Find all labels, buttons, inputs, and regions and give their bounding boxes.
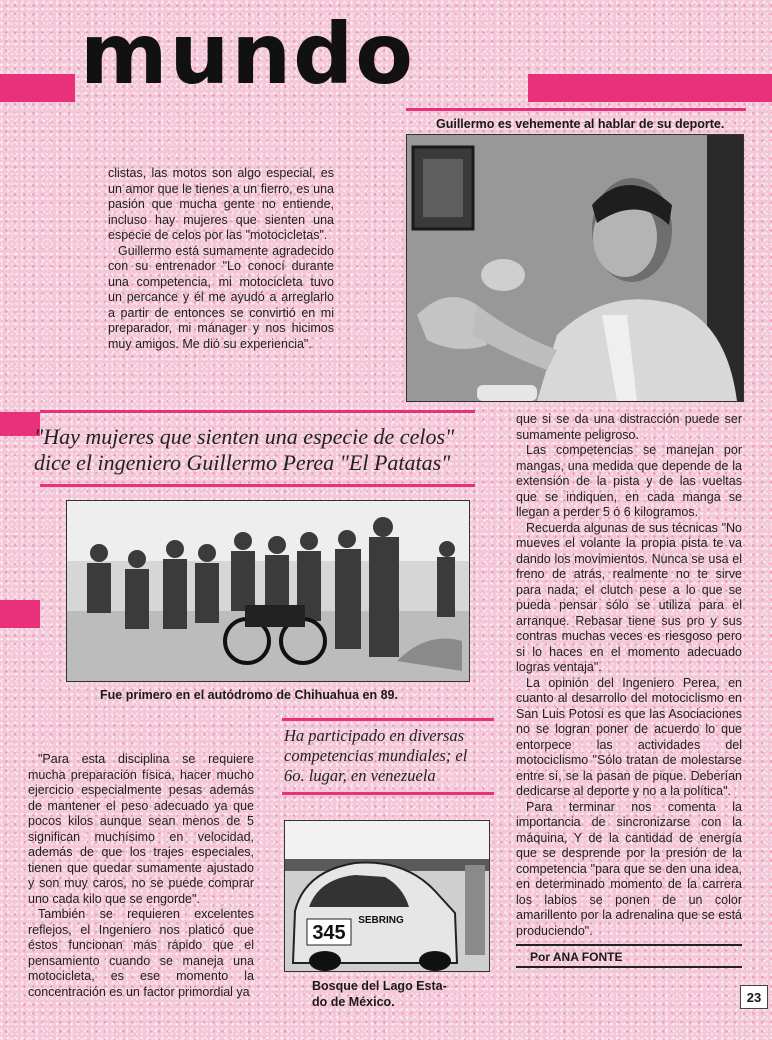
pull-quote-1-line-2: dice el ingeniero Guillermo Perea "El Patatas" <box>34 450 451 475</box>
pull-quote-1-line-1: "Hay mujeres que sienten una especie de celos" <box>34 424 455 449</box>
col2-para-4: La opinión del Ingeniero Perea, en cuanto al desarrollo del motociclismo en San Luis Potosí es que las Asociaciones no se logran poner de acuerdo lo que entorpece las actividades del motociclismo "Sólo tratan de molestarse entre sí, se la pasan de pique. Deberían dedicarse al deporte y no a la política". <box>516 675 742 798</box>
pull-quote-2-line-1: Ha participado en diversas <box>284 726 465 745</box>
photo-group-chihuahua <box>66 500 470 682</box>
caption1-underline <box>406 108 746 111</box>
pull-quote-2-line-3: 6o. lugar, en venezuela <box>284 766 436 785</box>
car-sponsor: SEBRING <box>358 915 404 926</box>
col1-bottom-para-1: "Para esta disciplina se requiere mucha preparación física, hacer mucho ejercicio especialmente pesas además de mantener el peso adecuado ya que pocos kilos aunque sean menos de 5 significan muchísimo en velocidad, además de que los trajes especiales, tienen que quedar sumamente ajustado y son muy caros, no se puede comprar uno cada kilo que se engorde". <box>28 752 254 906</box>
pullquote1-top-line <box>40 410 475 413</box>
col1-top-para-2: Guillermo está sumamente agradecido con su entrenador "Lo conocí durante una competencia, mi motocicleta tuvo un percance y él me ayudó a arreglarlo a partir de entonces se convirtió en mi preparador, mi mánager y nos hicimos muy amigos. Me dió su experiencia". <box>108 243 334 351</box>
photo3-caption-line-1: Bosque del Lago Esta- <box>312 979 447 993</box>
photo-guillermo-portrait <box>406 134 744 402</box>
pull-quote-2-line-2: competencias mundiales; el <box>284 746 468 765</box>
left-edge-bar-2 <box>0 600 40 628</box>
col1-top-para-1: clistas, las motos son algo especial, es un amor que le tienes a un fierro, es una pasión que mucha gente no entiende, incluso hay mujeres que sienten una especie de celos por las "motocicletas". <box>108 166 334 242</box>
page-number: 23 <box>740 985 768 1009</box>
pull-quote-2 <box>284 726 514 786</box>
col2-text <box>516 412 742 939</box>
photo-race-car <box>284 820 490 972</box>
col1-bottom-text <box>28 752 254 1000</box>
col2-para-2: Las competencias se manejan por mangas, una medida que depende de la extensión de la pista y de las vueltas que se indiquen, en cada manga se llegan a perder 5 ó 6 kilogramos. <box>516 443 742 519</box>
pull-quote-1 <box>34 424 504 476</box>
masthead-title: mundo <box>80 5 415 103</box>
masthead-bar-left <box>0 74 75 102</box>
pullquote1-bottom-line <box>40 484 475 487</box>
photo2-caption: Fue primero en el autódromo de Chihuahua en 89. <box>100 688 398 702</box>
photo3-caption <box>312 978 447 1010</box>
masthead-bar-right <box>528 74 772 102</box>
col2-para-5: Para terminar nos comenta la importancia de sincronizarse con la máquina, Y de la cantidad de energía que se desprende por la presión de la competencia "para que se den una idea, en determinado momento de la carrera los labios se ponen de un color amarillento por la adrenalina que se está produciendo". <box>516 799 742 938</box>
photo3-caption-line-2: do de México. <box>312 995 395 1009</box>
byline: Por ANA FONTE <box>530 950 623 964</box>
col1-bottom-para-2: También se requieren excelentes reflejos, el Ingeniero nos platicó que éstos funcionan más rápido que el pensamiento cuando se maneja una motocicleta, es ese momento la concentración es un factor primordial ya <box>28 907 254 999</box>
col2-para-3: Recuerda algunas de sus técnicas "No mueves el volante la propia pista te va dando los movimientos. Nunca se usa el freno de atrás, realmente no te sirve para nada; el clutch pese a lo que se pueda pensar sólo se utiliza para el arranque. Rebasar tiene sus pro y sus contras muchas veces es riesgoso pero si lo haces en el momento adecuado logras ventaja". <box>516 520 742 674</box>
col2-para-1: que si se da una distracción puede ser sumamente peligroso. <box>516 412 742 442</box>
pullquote2-bottom-line <box>282 792 494 795</box>
photo1-caption: Guillermo es vehemente al hablar de su deporte. <box>436 117 725 131</box>
byline-bottom-line <box>516 966 742 968</box>
byline-top-line <box>516 944 742 946</box>
car-number: 345 <box>312 922 346 944</box>
pullquote2-top-line <box>282 718 494 721</box>
col1-top-text <box>108 166 334 352</box>
